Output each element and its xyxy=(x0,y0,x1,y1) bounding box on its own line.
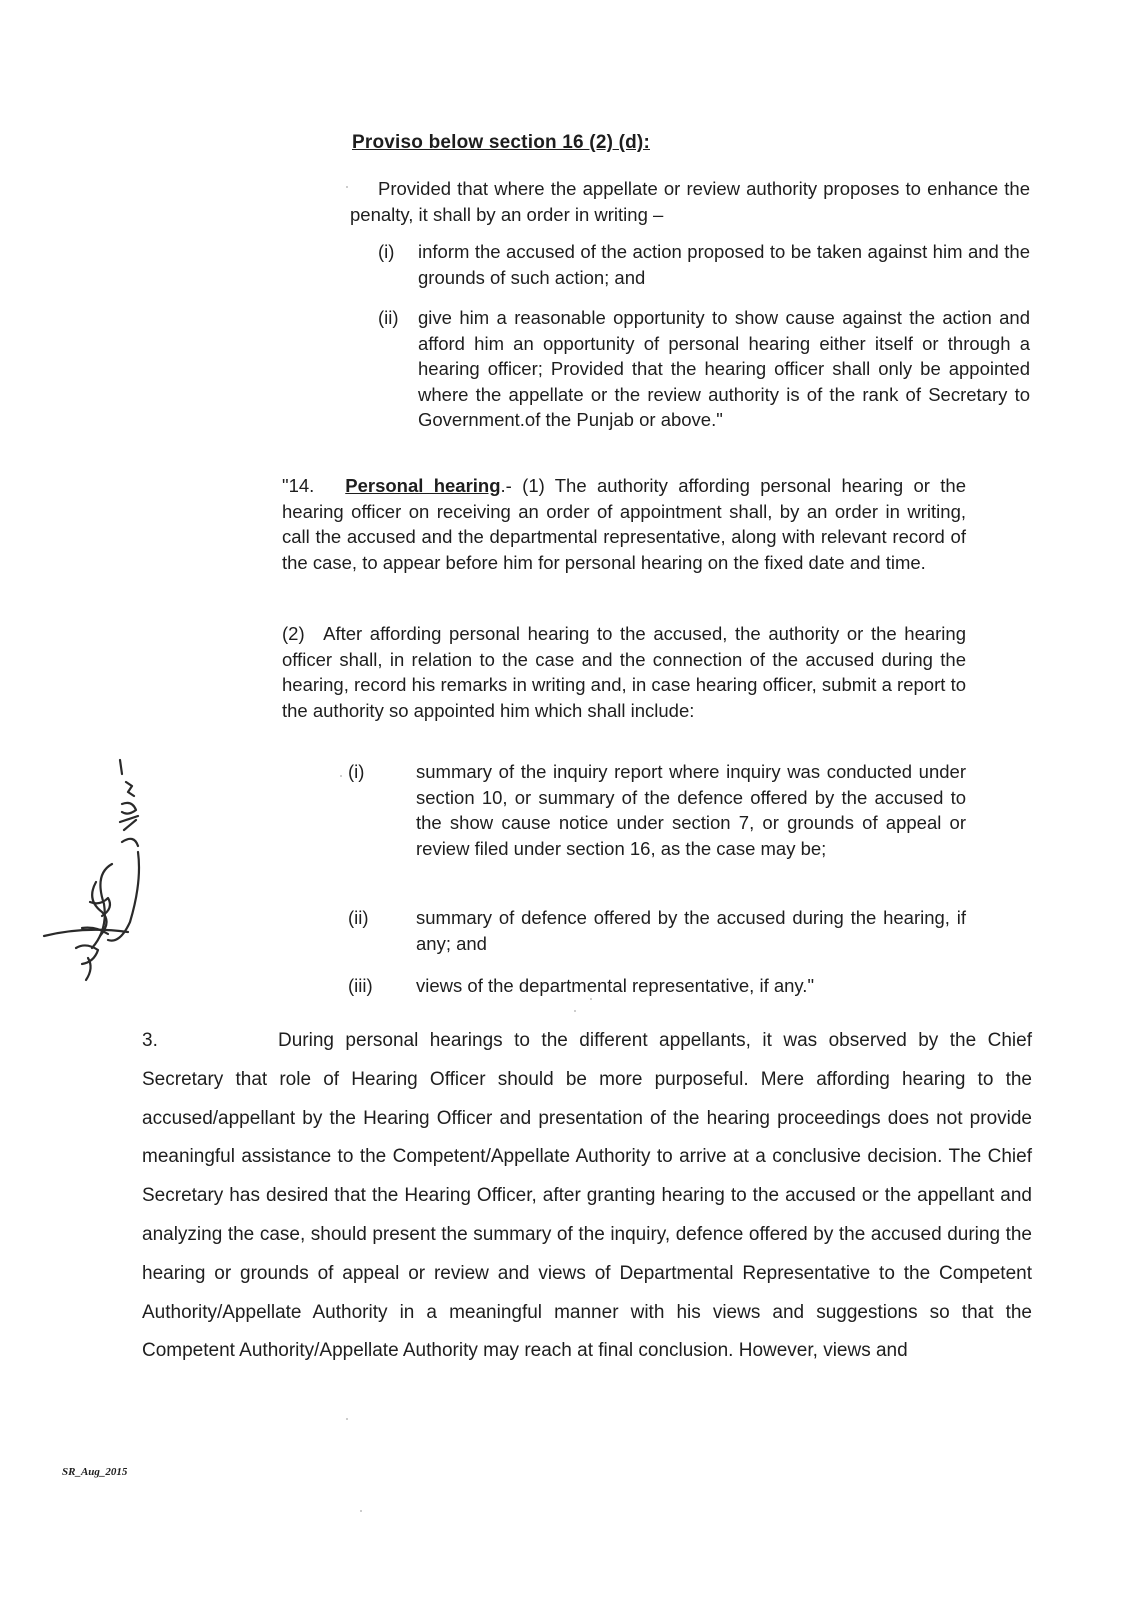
paragraph-3 xyxy=(142,1022,1032,1371)
item-number: (i) xyxy=(348,761,365,782)
proviso-intro: Provided that where the appellate or review authority proposes to enhance the penalty, it shall by an order in writing – xyxy=(350,178,1030,225)
scan-speck xyxy=(360,1510,362,1512)
item-text: inform the accused of the action proposed to be taken against him and the grounds of such action; and xyxy=(418,241,1030,288)
rule-14-subsection-2: (2) After affording personal hearing to the accused, the authority or the hearing officer shall, in relation to the case and the connection of the accused during the hearing, record his remarks in writing and, in case hearing officer, submit a report to the authority so appointed him which shall include: xyxy=(282,623,966,721)
handwritten-signature xyxy=(42,752,162,992)
scan-speck xyxy=(574,1010,576,1012)
item-number: (ii) xyxy=(348,907,369,928)
item-number: (iii) xyxy=(348,975,373,996)
scan-speck xyxy=(590,998,592,1000)
rule-14-title: Personal hearing xyxy=(345,475,501,496)
scan-speck xyxy=(340,775,342,777)
footer-reference: SR_Aug_2015 xyxy=(62,1466,128,1478)
item-number: (i) xyxy=(378,241,395,262)
proviso-heading: Proviso below section 16 (2) (d): xyxy=(352,132,650,153)
item-text: views of the departmental representative, if any." xyxy=(416,975,815,996)
rule-14-paragraph xyxy=(282,473,966,575)
paragraph-3-text: During personal hearings to the different appellants, it was observed by the Chief Secretary that role of Hearing Officer should be more purposeful. Mere affording hearing to the accused/appellant by the Hearing Officer and presentation of the hearing proceedings does not provide meaningful assistance to the Competent/Appellate Authority to arrive at a conclusive decision. The Chief Secretary has desired that the Hearing Officer, after granting hearing to the accused or the appellant and analyzing the case, should present the summary of the inquiry, defence offered by the accused during the hearing or grounds of appeal or review and views of Departmental Representative to the Competent Authority/Appellate Authority in a meaningful manner with his views and suggestions so that the Competent Authority/Appellate Authority may reach at final conclusion. However, views and xyxy=(142,1030,1032,1362)
item-text: summary of the inquiry report where inquiry was conducted under section 10, or summary of the defence offered by the accused to the show cause notice under section 7, or grounds of appeal or review filed under section 16, as the case may be; xyxy=(416,761,966,859)
item-text: summary of defence offered by the accused during the hearing, if any; and xyxy=(416,907,966,954)
paragraph-number: 3. xyxy=(142,1030,158,1051)
scan-speck xyxy=(346,1418,348,1420)
rule-14-text: .- (1) The authority affording personal hearing or the hearing officer on receiving an order of appointment shall, by an order in writing, call the accused and the departmental representative, along with relevant record of the case, to appear before him for personal hearing on the fixed date and time. xyxy=(282,475,967,573)
scan-speck xyxy=(346,186,348,188)
item-number: (ii) xyxy=(378,307,399,328)
item-text: give him a reasonable opportunity to show cause against the action and afford him an opportunity of personal hearing either itself or through a hearing officer; Provided that the hearing officer shall only be appointed where the appellate or the review authority is of the rank of Secretary to Government.of the Punjab or above." xyxy=(418,307,1030,430)
rule-14-number: "14. xyxy=(282,475,315,496)
